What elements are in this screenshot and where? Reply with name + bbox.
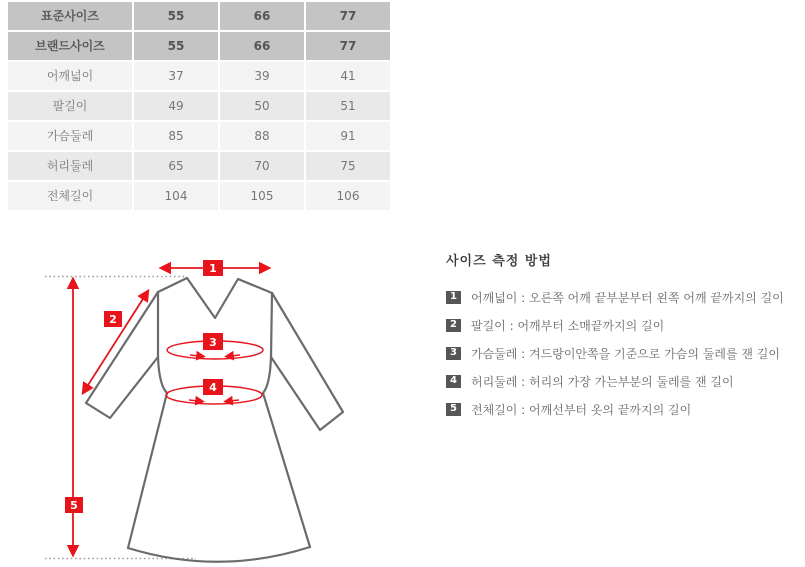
table-cell: 65 (134, 152, 218, 180)
measure-guide-title: 사이즈 측정 방법 (446, 254, 552, 269)
marker-2 (104, 311, 122, 327)
table-cell: 75 (306, 152, 390, 180)
svg-text:4: 4 (209, 381, 217, 394)
guide-item-chest (446, 346, 798, 360)
guide-item-text: 허리둘레 : 허리의 가장 가는부분의 둘레를 잰 길이 (471, 374, 734, 389)
table-cell: 106 (306, 182, 390, 210)
guide-item-sleeve-length (446, 318, 798, 332)
table-header-value: 77 (306, 32, 390, 60)
number-badge: 5 (446, 403, 461, 416)
table-header-value: 55 (134, 2, 218, 30)
dress-measurement-diagram (40, 245, 360, 567)
dress-outline (86, 278, 343, 562)
table-header-brand-size: 브랜드사이즈 (8, 32, 132, 60)
table-cell: 51 (306, 92, 390, 120)
number-badge: 1 (446, 291, 461, 304)
table-cell: 104 (134, 182, 218, 210)
table-cell: 70 (220, 152, 304, 180)
table-cell: 39 (220, 62, 304, 90)
table-cell: 88 (220, 122, 304, 150)
marker-1 (203, 260, 223, 276)
guide-item-text: 전체길이 : 어깨선부터 옷의 끝까지의 길이 (471, 402, 692, 417)
row-label-chest: 가슴둘레 (8, 122, 132, 150)
size-table (8, 2, 390, 210)
svg-text:2: 2 (109, 313, 117, 326)
table-cell: 85 (134, 122, 218, 150)
row-label-waist: 허리둘레 (8, 152, 132, 180)
table-cell: 49 (134, 92, 218, 120)
sleeve-length-arrow (83, 291, 148, 393)
table-header-value: 66 (220, 32, 304, 60)
marker-5 (65, 497, 83, 513)
table-cell: 105 (220, 182, 304, 210)
svg-text:1: 1 (209, 262, 217, 275)
guide-item-text: 가슴둘레 : 겨드랑이안쪽을 기준으로 가슴의 둘레를 잰 길이 (471, 346, 780, 361)
marker-3 (203, 333, 223, 350)
row-label-shoulder-width: 어깨넓이 (8, 62, 132, 90)
guide-item-shoulder-width (446, 290, 798, 304)
table-cell: 41 (306, 62, 390, 90)
svg-text:3: 3 (209, 336, 217, 349)
guide-item-total-length (446, 402, 798, 416)
row-label-sleeve-length: 팔길이 (8, 92, 132, 120)
guide-item-text: 팔길이 : 어깨부터 소매끝까지의 길이 (471, 318, 665, 333)
table-cell: 91 (306, 122, 390, 150)
svg-text:5: 5 (70, 499, 78, 512)
guide-item-waist (446, 374, 798, 388)
marker-4 (203, 379, 223, 395)
table-cell: 37 (134, 62, 218, 90)
table-header-value: 66 (220, 2, 304, 30)
number-badge: 2 (446, 319, 461, 332)
number-badge: 3 (446, 347, 461, 360)
measure-guide (446, 250, 798, 430)
table-header-value: 55 (134, 32, 218, 60)
table-header-value: 77 (306, 2, 390, 30)
table-header-standard-size: 표준사이즈 (8, 2, 132, 30)
row-label-total-length: 전체길이 (8, 182, 132, 210)
table-cell: 50 (220, 92, 304, 120)
number-badge: 4 (446, 375, 461, 388)
guide-item-text: 어깨넓이 : 오른쪽 어깨 끝부분부터 왼쪽 어깨 끝까지의 길이 (471, 290, 784, 305)
